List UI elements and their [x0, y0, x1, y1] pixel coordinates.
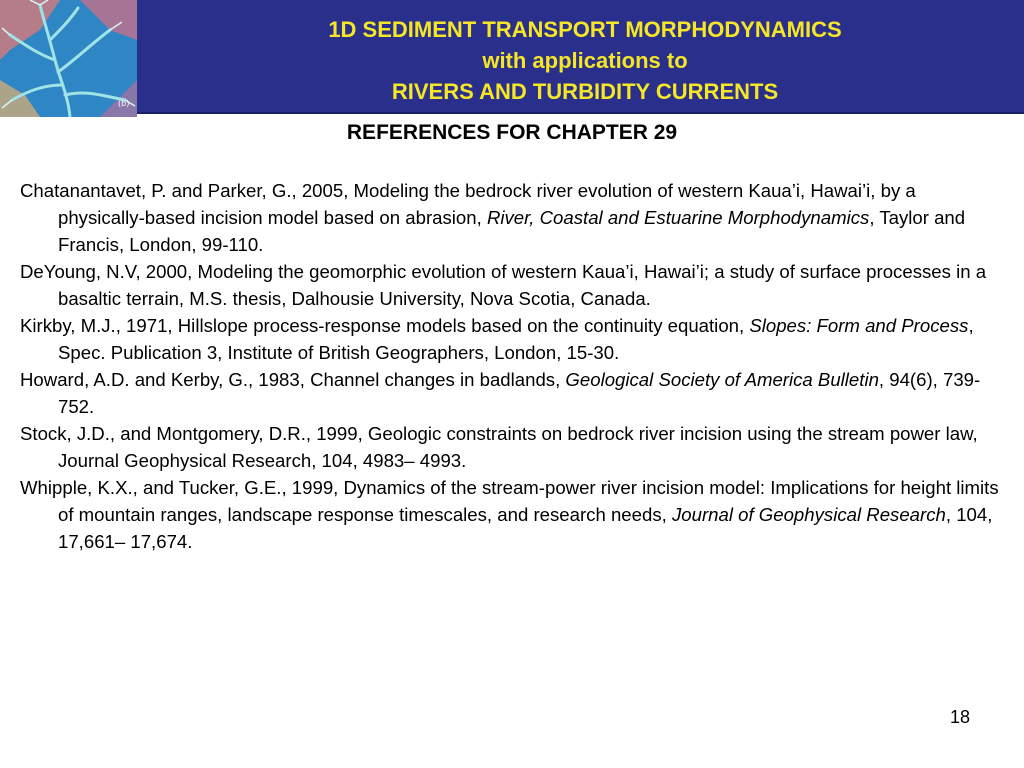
reference-text: , 94(6), 739-752.: [58, 369, 981, 417]
reference-italic-title: Slopes: Form and Process: [749, 315, 969, 336]
reference-text: Howard, A.D. and Kerby, G., 1983, Channel changes in badlands,: [20, 369, 566, 390]
reference-italic-title: Geological Society of America Bulletin: [565, 369, 879, 390]
reference-text: Kirkby, M.J., 1971, Hillslope process-response models based on the continuity equation,: [20, 315, 750, 336]
reference-list: [20, 177, 1000, 555]
reference-item: [20, 474, 1000, 555]
reference-text: DeYoung, N.V, 2000, Modeling the geomorphic evolution of western Kaua’i, Hawai’i; a study of surface processes in a basaltic terrain, M.S. thesis, Dalhousie University, Nova Scotia, Canada.: [20, 261, 987, 309]
header-title-line2: with applications to: [482, 48, 688, 73]
header-title: [150, 14, 1020, 107]
reference-item: [20, 312, 1000, 366]
section-heading: REFERENCES FOR CHAPTER 29: [346, 121, 678, 144]
reference-text: , Taylor and Francis, London, 99-110.: [58, 207, 966, 255]
reference-text: Stock, J.D., and Montgomery, D.R., 1999, Geologic constraints on bedrock river incision using the stream power law, Journal Geophysical Research, 104, 4983– 4993.: [20, 423, 978, 471]
reference-item: [20, 366, 1000, 420]
header-title-line1: 1D SEDIMENT TRANSPORT MORPHODYNAMICS: [328, 17, 842, 42]
svg-text:(b): (b): [118, 99, 130, 108]
reference-item: [20, 420, 1000, 474]
reference-item: [20, 177, 1000, 258]
reference-text: Whipple, K.X., and Tucker, G.E., 1999, Dynamics of the stream-power river incision model: Implications for height limits of mountain ranges, landscape response timescales, and research needs,: [20, 477, 999, 525]
header-title-line3: RIVERS AND TURBIDITY CURRENTS: [391, 79, 779, 104]
river-delta-image-icon: [0, 0, 137, 117]
page-number: 18: [949, 707, 970, 727]
reference-text: Chatanantavet, P. and Parker, G., 2005, Modeling the bedrock river evolution of western Kaua’i, Hawai’i, by a physically-based incision model based on abrasion,: [20, 180, 916, 228]
reference-italic-title: Journal of Geophysical Research: [671, 504, 946, 525]
reference-italic-title: River, Coastal and Estuarine Morphodynamics: [486, 207, 870, 228]
reference-item: [20, 258, 1000, 312]
reference-text: , Spec. Publication 3, Institute of British Geographers, London, 15-30.: [58, 315, 974, 363]
reference-text: , 104, 17,661– 17,674.: [58, 504, 993, 552]
